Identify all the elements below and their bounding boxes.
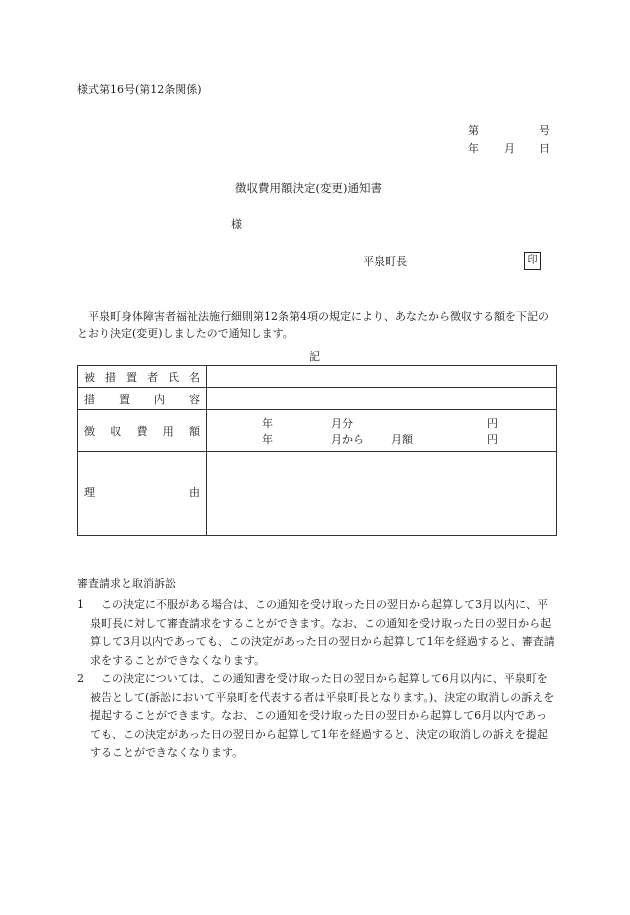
label-char: 氏 — [168, 370, 179, 384]
fee-month-from: 月から — [331, 432, 364, 446]
label-char: 被 — [84, 370, 95, 384]
section-title: 審査請求と取消訴訟 — [77, 577, 176, 590]
details-table — [77, 365, 557, 536]
seal-mark: 印 — [524, 252, 541, 270]
document-title: 徴収費用額決定(変更)通知書 — [235, 181, 382, 195]
label-char: 内 — [154, 392, 165, 406]
list-item — [77, 670, 557, 763]
label-char: 措 — [105, 370, 116, 384]
value-fee-amount — [207, 410, 557, 452]
label-char: 由 — [189, 485, 200, 499]
list-item — [77, 596, 557, 670]
value-reason — [207, 452, 557, 536]
fee-month: 月分 — [331, 416, 353, 430]
fee-monthly: 月額 — [391, 432, 413, 446]
fee-yen: 円 — [487, 416, 498, 430]
body-paragraph: 平泉町身体障害者福祉法施行細則第12条第4項の規定により、あなたから徴収する額を下記のとおり決定(変更)しましたので通知します。 — [77, 310, 549, 340]
item-number: 1 — [77, 598, 84, 611]
addressee-suffix: 様 — [231, 218, 242, 231]
date-year: 年 — [468, 142, 479, 155]
fee-yen: 円 — [487, 432, 498, 446]
label-fee-amount — [78, 410, 207, 452]
value-recipient-name — [207, 366, 557, 388]
label-recipient-name — [78, 366, 207, 388]
table-row — [78, 366, 557, 388]
item-number: 2 — [77, 672, 84, 685]
form-number: 様式第16号(第12条関係) — [77, 83, 202, 96]
ki-heading: 記 — [309, 350, 320, 363]
table-row — [78, 452, 557, 536]
label-char: 収 — [110, 424, 122, 438]
label-char: 用 — [162, 424, 174, 438]
label-char: 容 — [189, 392, 200, 406]
doc-number-prefix: 第 — [468, 124, 479, 137]
date-month: 月 — [504, 142, 515, 155]
item-text: この決定については、この通知書を受け取った日の翌日から起算して6月以内に、平泉町を被告として(訴訟において平泉町を代表する者は平泉町長となります。)、決定の取消しの訴えを提起することができます。なお、この通知を受け取った日の翌日から起算して6月以内であっても、この決定があった日の翌日から起算して1年を経過すると、決定の取消しの訴えを提起することができなくなります。 — [90, 672, 555, 759]
issuer-name: 平泉町長 — [363, 255, 407, 268]
fee-year: 年 — [262, 416, 273, 430]
label-char: 置 — [119, 392, 130, 406]
label-reason — [78, 452, 207, 536]
label-measure-content — [78, 388, 207, 410]
fee-line-2 — [207, 431, 556, 447]
label-char: 理 — [84, 485, 95, 499]
label-char: 費 — [136, 424, 148, 438]
table-row — [78, 410, 557, 452]
label-char: 徴 — [84, 424, 95, 438]
label-char: 措 — [84, 392, 95, 406]
label-char: 者 — [147, 370, 158, 384]
fee-line-1 — [207, 415, 556, 431]
notice-list — [77, 596, 557, 763]
table-row — [78, 388, 557, 410]
label-char: 名 — [189, 370, 200, 384]
value-measure-content — [207, 388, 557, 410]
label-char: 額 — [189, 424, 200, 438]
fee-year: 年 — [262, 432, 273, 446]
item-text: この決定に不服がある場合は、この通知を受け取った日の翌日から起算して3月以内に、平泉町長に対して審査請求をすることができます。なお、この通知を受け取った日の翌日から起算して3月以内であっても、この決定があった日の翌日から起算して1年を経過すると、審査請求をすることができなくなります。 — [90, 598, 555, 667]
label-char: 置 — [126, 370, 137, 384]
date-day: 日 — [539, 142, 550, 155]
doc-number-suffix: 号 — [539, 124, 550, 137]
